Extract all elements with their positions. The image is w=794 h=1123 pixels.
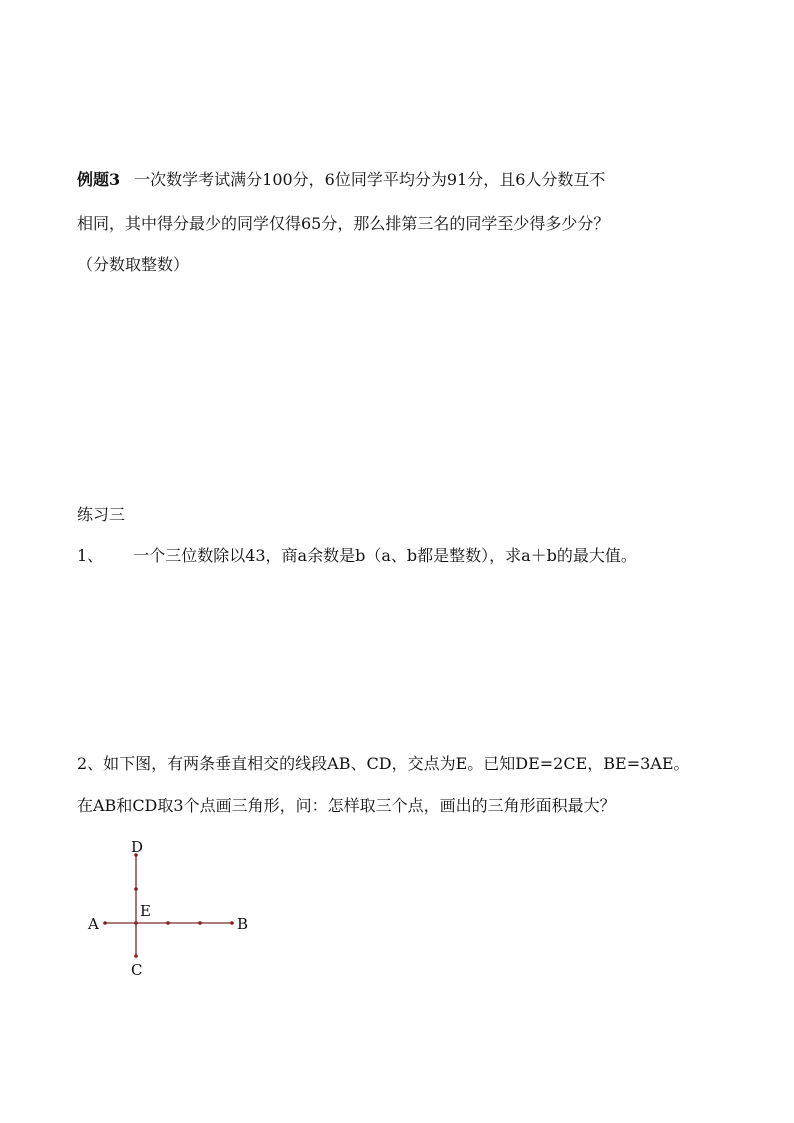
practice-question-2-line1: 2、如下图，有两条垂直相交的线段AB、CD，交点为E。已知DE=2CE，BE=3AE。 bbox=[77, 754, 690, 773]
point-ab-2 bbox=[198, 921, 202, 925]
practice-question-2-line2: 在AB和CD取3个点画三角形，问：怎样取三个点，画出的三角形面积最大？ bbox=[77, 796, 616, 815]
example3-label: 例题3 bbox=[77, 170, 121, 189]
example3-line3: （分数取整数） bbox=[77, 255, 190, 274]
practice-title: 练习三 bbox=[77, 505, 126, 524]
point-cd-1 bbox=[134, 887, 138, 891]
label-b: B bbox=[237, 915, 249, 933]
example3-line2: 相同，其中得分最少的同学仅得65分，那么排第三名的同学至少得多少分？ bbox=[77, 214, 610, 233]
practice-question-1 bbox=[77, 546, 637, 566]
point-b bbox=[230, 921, 234, 925]
point-c bbox=[134, 954, 138, 958]
example3-text-1: 一次数学考试满分100分，6位同学平均分为91分，且6人分数互不 bbox=[134, 170, 606, 189]
label-e: E bbox=[140, 902, 151, 920]
perpendicular-segments-figure bbox=[80, 835, 280, 985]
label-d: D bbox=[131, 838, 144, 856]
point-a bbox=[103, 921, 107, 925]
example3-line1 bbox=[77, 170, 605, 190]
question-1-number: 1、 bbox=[77, 546, 104, 565]
point-e bbox=[134, 921, 138, 925]
label-c: C bbox=[131, 961, 143, 979]
question-1-text: 一个三位数除以43，商a余数是b（a、b都是整数），求a＋b的最大值。 bbox=[133, 546, 637, 565]
point-ab-1 bbox=[166, 921, 170, 925]
label-a: A bbox=[88, 915, 99, 933]
